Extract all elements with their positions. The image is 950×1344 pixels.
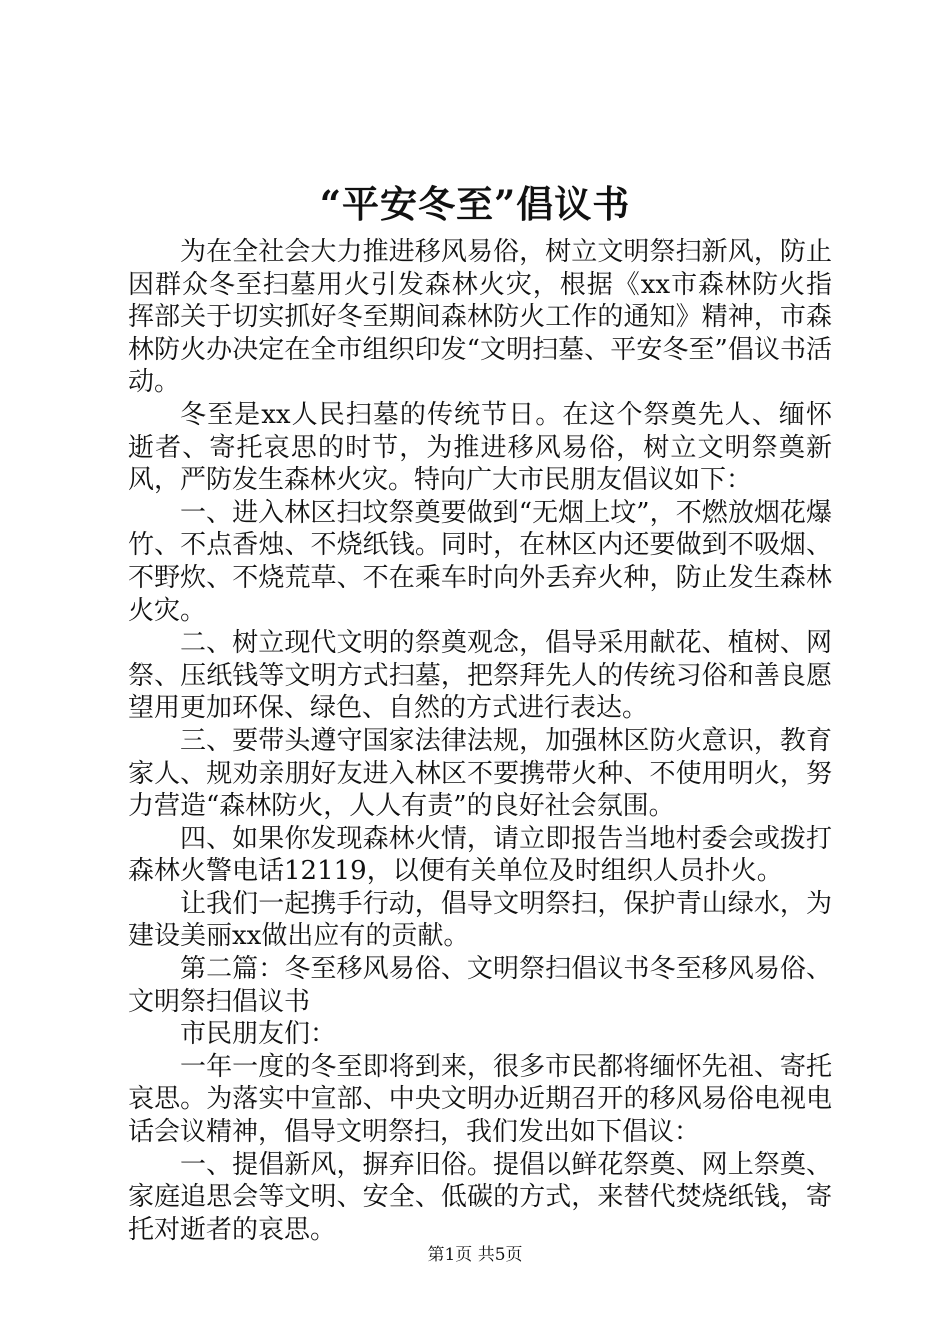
- paragraph: 二、树立现代文明的祭奠观念，倡导采用献花、植树、网祭、压纸钱等文明方式扫墓，把祭拜先人的传统习俗和善良愿望用更加环保、绿色、自然的方式进行表达。: [128, 628, 832, 724]
- salutation: 市民朋友们：: [180, 1019, 337, 1050]
- document-title: “平安冬至”倡议书: [319, 182, 631, 226]
- paragraph: 让我们一起携手行动，倡导文明祭扫，保护青山绿水，为建设美丽xx做出应有的贡献。: [128, 888, 832, 952]
- paragraph: 三、要带头遵守国家法律法规，加强林区防火意识，教育家人、规劝亲朋好友进入林区不要携带火种、不使用明火，努力营造“森林防火，人人有责”的良好社会氛围。: [128, 725, 832, 822]
- paragraph: 四、如果你发现森林火情，请立即报告当地村委会或拨打森林火警电话12119，以便有关单位及时组织人员扑火。: [128, 823, 832, 887]
- paragraph: 一、提倡新风，摒弃旧俗。提倡以鲜花祭奠、网上祭奠、家庭追思会等文明、安全、低碳的方式，来替代焚烧纸钱，寄托对逝者的哀思。: [128, 1149, 832, 1245]
- paragraph: 一、进入林区扫坟祭奠要做到“无烟上坟”，不燃放烟花爆竹、不点香烛、不烧纸钱。同时，在林区内还要做到不吸烟、不野炊、不烧荒草、不在乘车时向外丢弃火种，防止发生森林火灾。: [128, 497, 832, 626]
- section-heading: 第二篇：冬至移风易俗、文明祭扫倡议书冬至移风易俗、文明祭扫倡议书: [128, 954, 832, 1017]
- paragraph: 一年一度的冬至即将到来，很多市民都将缅怀先祖、寄托哀思。为落实中宣部、中央文明办近期召开的移风易俗电视电话会议精神，倡导文明祭扫，我们发出如下倡议：: [128, 1051, 832, 1148]
- document-body: [128, 236, 832, 1246]
- paragraph: 为在全社会大力推进移风易俗，树立文明祭扫新风，防止因群众冬至扫墓用火引发森林火灾，根据《xx市森林防火指挥部关于切实抓好冬至期间森林防火工作的通知》精神，市森林防火办决定在全市组织印发“文明扫墓、平安冬至”倡议书活动。: [128, 237, 832, 398]
- paragraph: 冬至是xx人民扫墓的传统节日。在这个祭奠先人、缅怀逝者、寄托哀思的时节，为推进移风易俗，树立文明祭奠新风，严防发生森林火灾。特向广大市民朋友倡议如下：: [128, 399, 832, 496]
- page-footer: 第1页 共5页: [427, 1245, 523, 1265]
